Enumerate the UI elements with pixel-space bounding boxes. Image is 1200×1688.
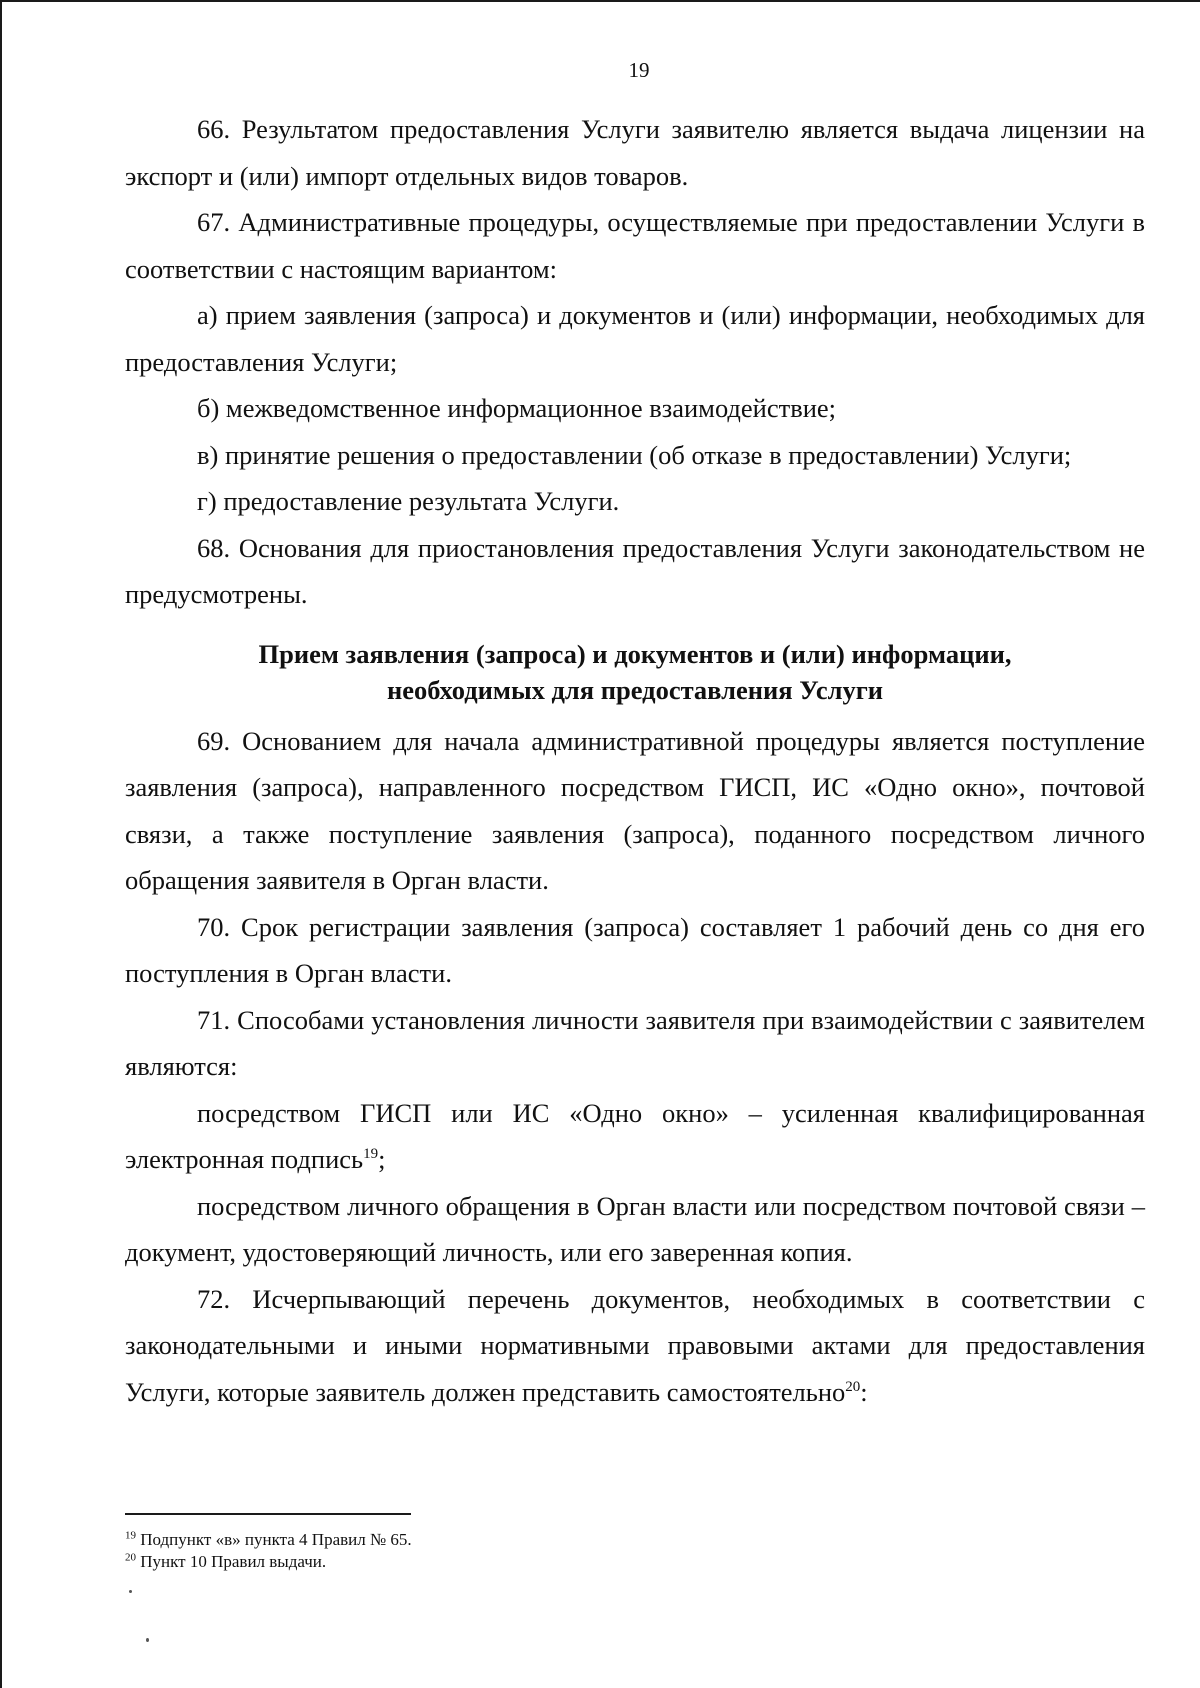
footnote-divider — [125, 1513, 411, 1515]
paragraph-71: 71. Способами установления личности заявителя при взаимодействии с заявителем являются: — [125, 1004, 1145, 1081]
paragraph-68: 68. Основания для приостановления предоставления Услуги законодательством не предусмотрены. — [125, 532, 1145, 609]
footnotes — [125, 1529, 1025, 1573]
footnote-19 — [125, 1529, 1025, 1551]
footnote-text: Подпункт «в» пункта 4 Правил № 65. — [136, 1530, 412, 1549]
list-item-b: б) межведомственное информационное взаимодействие; — [197, 393, 837, 423]
footnote-number: 19 — [125, 1529, 136, 1542]
paragraph-71-item-1 — [125, 1090, 1145, 1183]
list-item-a: а) прием заявления (запроса) и документов и (или) информации, необходимых для предоставления Услуги; — [125, 300, 1145, 377]
paragraph-71-item-1-end: ; — [378, 1144, 386, 1174]
list-item-d: г) предоставление результата Услуги. — [197, 486, 620, 516]
section-heading — [125, 636, 1145, 708]
paragraph-71-item-2: посредством личного обращения в Орган власти или посредством почтовой связи – документ, удостоверяющий личность, или его заверенная копия. — [125, 1190, 1145, 1267]
paragraph-69: 69. Основанием для начала административной процедуры является поступление заявления (запроса), направленного посредством ГИСП, ИС «Одно окно», почтовой связи, а также поступление заявления (запроса), поданного посредством личного обращения заявителя в Орган власти. — [125, 725, 1145, 895]
scan-speck — [146, 1638, 149, 1642]
footnote-ref-20: 20 — [845, 1378, 861, 1395]
footnote-ref-19: 19 — [363, 1146, 379, 1163]
scan-speck — [129, 1590, 132, 1593]
paragraph-72 — [125, 1276, 1145, 1416]
paragraph-72-end: : — [860, 1376, 868, 1407]
section-heading-line-2: необходимых для предоставления Услуги — [386, 674, 884, 705]
paragraph-71-item-1-text: посредством ГИСП или ИС «Одно окно» – усиленная квалифицированная электронная подпись — [125, 1097, 1145, 1174]
document-body — [125, 106, 1145, 1415]
footnote-20 — [125, 1551, 1025, 1573]
paragraph-67: 67. Административные процедуры, осуществляемые при предоставлении Услуги в соответствии с настоящим вариантом: — [125, 207, 1145, 284]
list-item-c: в) принятие решения о предоставлении (об отказе в предоставлении) Услуги; — [197, 439, 1072, 470]
paragraph-70: 70. Срок регистрации заявления (запроса) составляет 1 рабочий день со дня его поступления в Орган власти. — [125, 911, 1145, 988]
page-number: 19 — [628, 58, 650, 82]
footnote-text: Пункт 10 Правил выдачи. — [136, 1552, 327, 1571]
paragraph-66: 66. Результатом предоставления Услуги заявителю является выдача лицензии на экспорт и (или) импорт отдельных видов товаров. — [125, 114, 1145, 191]
section-heading-line-1: Прием заявления (запроса) и документов и (или) информации, — [258, 638, 1012, 669]
paragraph-72-text: 72. Исчерпывающий перечень документов, необходимых в соответствии с законодательными и иными нормативными правовыми актами для предоставления Услуги, которые заявитель должен представить самостоятельно — [125, 1283, 1145, 1407]
footnote-number: 20 — [125, 1551, 136, 1564]
